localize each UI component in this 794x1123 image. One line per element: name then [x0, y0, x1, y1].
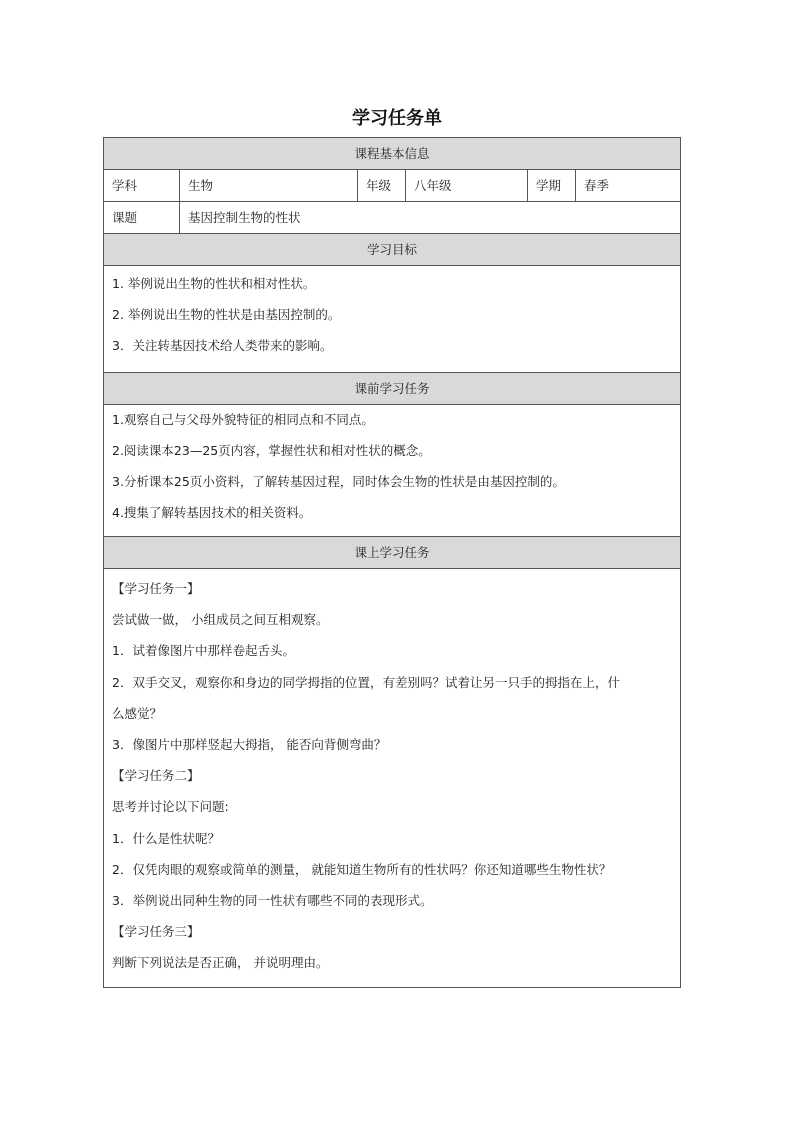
subject-label: 学科 [104, 170, 180, 202]
grade-value: 八年级 [406, 170, 528, 202]
section-header-in-class: 课上学习任务 [104, 537, 681, 569]
section-header-objectives: 学习目标 [104, 234, 681, 266]
pre-class-task-list [104, 405, 680, 536]
task-sheet-table [103, 137, 681, 988]
objective-item: 2. 举例说出生物的性状是由基因控制的。 [112, 307, 341, 322]
task-one-item: 2．双手交叉，观察你和身边的同学拇指的位置，有差别吗？试着让另一只手的拇指在上，什 [112, 674, 620, 690]
task-two-item: 1．什么是性状呢？ [112, 830, 220, 846]
pre-class-task: 2.阅读课本23—25页内容，掌握性状和相对性状的概念。 [112, 443, 431, 458]
task-two-item: 3．举例说出同种生物的同一性状有哪些不同的表现形式。 [112, 892, 433, 908]
term-label: 学期 [528, 170, 576, 202]
objectives-list [104, 266, 680, 372]
page-title: 学习任务单 [352, 108, 442, 129]
section-header-basic-info: 课程基本信息 [104, 138, 681, 170]
pre-class-task: 4.搜集了解转基因技术的相关资料。 [112, 505, 312, 520]
objective-item: 3．关注转基因技术给人类带来的影响。 [112, 338, 333, 353]
subject-value: 生物 [180, 170, 358, 202]
task-three-intro: 判断下列说法是否正确， 并说明理由。 [112, 955, 329, 971]
task-two-item: 2．仅凭肉眼的观察或简单的测量， 就能知道生物所有的性状吗？你还知道哪些生物性状？ [112, 861, 612, 877]
pre-class-task: 3.分析课本25页小资料，了解转基因过程，同时体会生物的性状是由基因控制的。 [112, 474, 565, 489]
section-header-pre-class: 课前学习任务 [104, 373, 681, 405]
task-one-item: 1．试着像图片中那样卷起舌头。 [112, 643, 295, 659]
task-one-heading: 【学习任务一】 [112, 581, 200, 596]
task-two-intro: 思考并讨论以下问题: [112, 799, 229, 815]
grade-label: 年级 [358, 170, 406, 202]
task-one-item: 3．像图片中那样竖起大拇指， 能否向背侧弯曲？ [112, 736, 387, 752]
pre-class-task: 1.观察自己与父母外貌特征的相同点和不同点。 [112, 412, 374, 427]
topic-label: 课题 [104, 202, 180, 234]
in-class-cell [104, 569, 681, 988]
in-class-task-list [104, 569, 680, 987]
pre-class-cell [104, 405, 681, 537]
topic-value: 基因控制生物的性状 [180, 202, 681, 234]
task-one-item-continued: 么感觉？ [112, 705, 163, 721]
objective-item: 1. 举例说出生物的性状和相对性状。 [112, 276, 316, 291]
objectives-cell [104, 266, 681, 373]
task-one-intro: 尝试做一做， 小组成员之间互相观察。 [112, 612, 329, 628]
task-three-heading: 【学习任务三】 [112, 924, 200, 940]
task-two-heading: 【学习任务二】 [112, 768, 200, 784]
term-value: 春季 [576, 170, 681, 202]
